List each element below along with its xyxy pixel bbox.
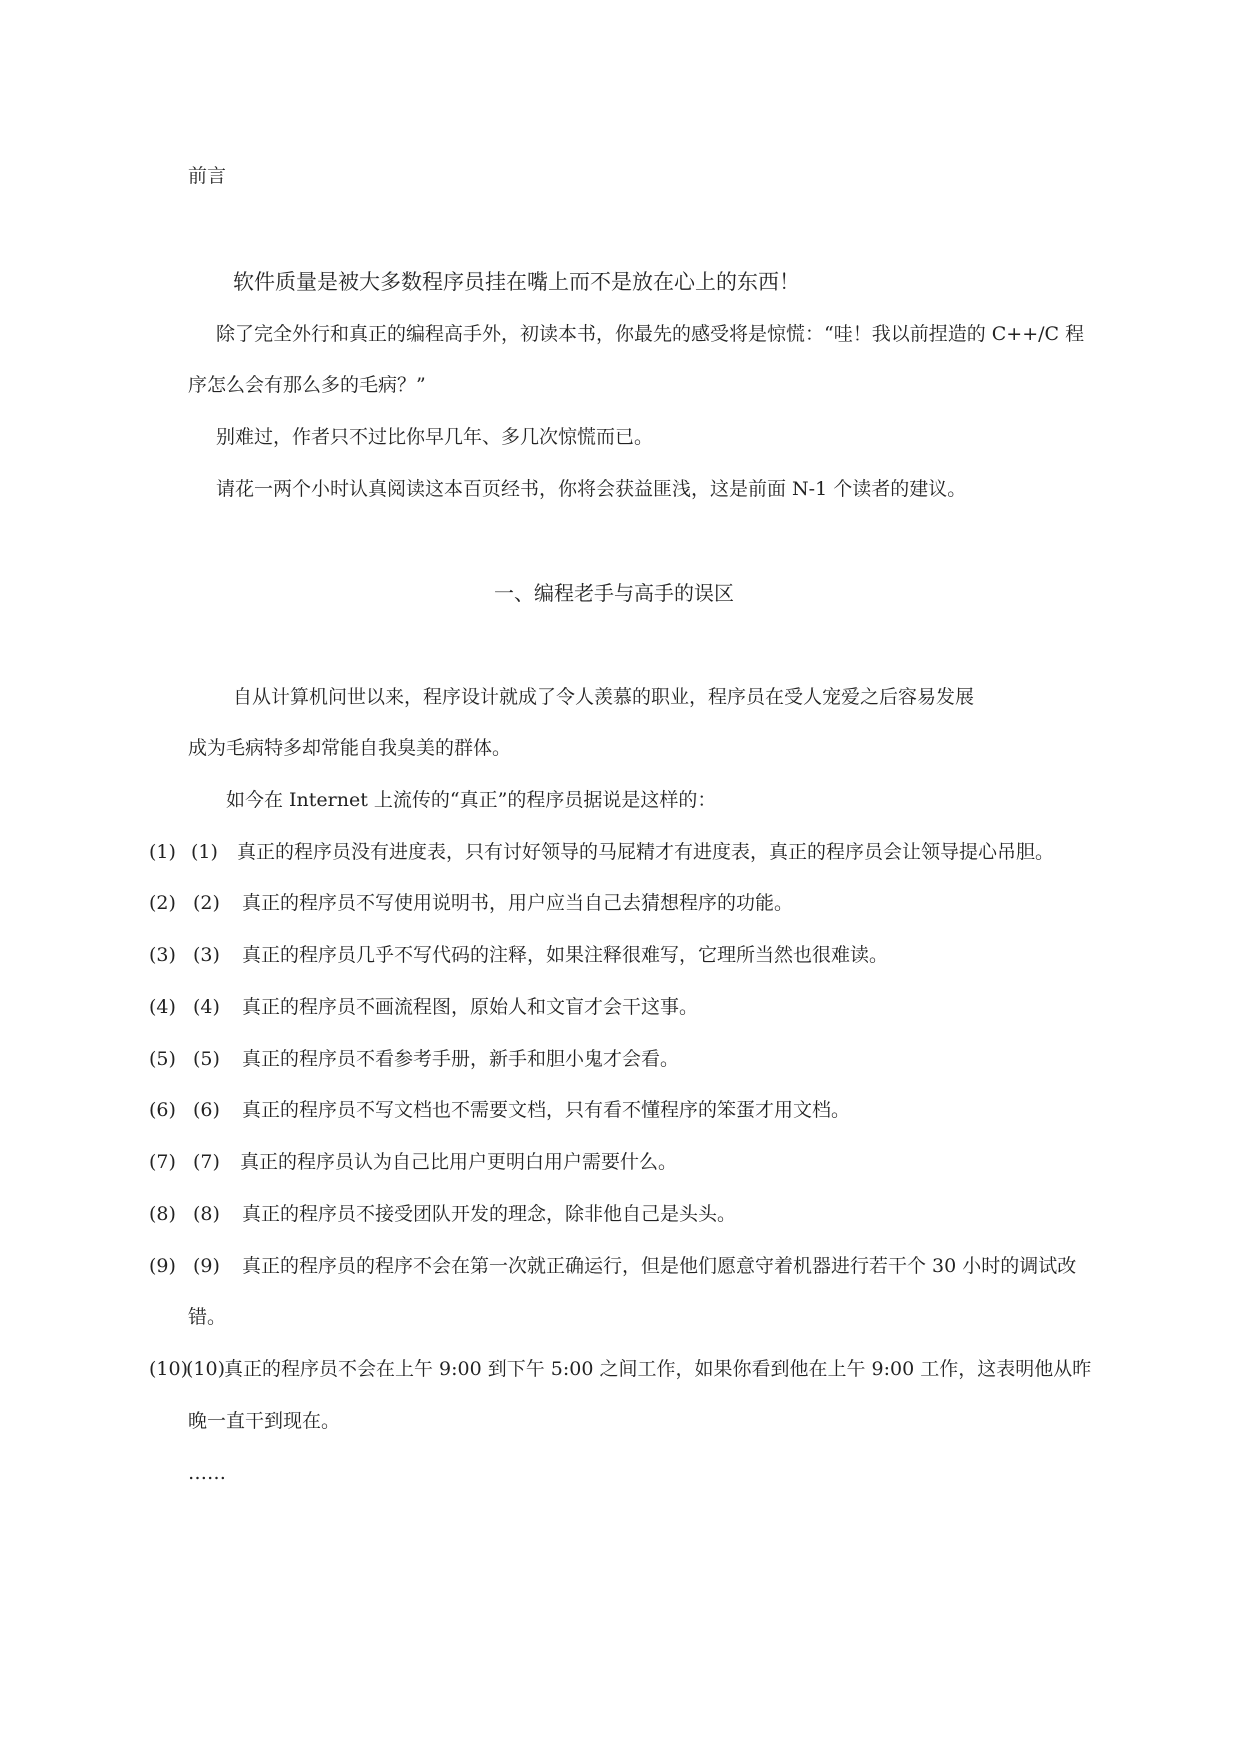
- item-outer-number: (6): [149, 1099, 176, 1121]
- para2: 别难过，作者只不过比你早几年、多几次惊慌而已。: [216, 426, 654, 448]
- item-inner-number: (2): [193, 892, 220, 914]
- item-text-continuation: 晚一直干到现在。: [188, 1410, 341, 1432]
- para1-line1: 除了完全外行和真正的编程高手外，初读本书，你最先的感受将是惊慌：“哇！我以前捏造的 C++/C 程: [216, 323, 1085, 345]
- item-inner-number: (10): [186, 1358, 226, 1380]
- item-text: 真正的程序员不画流程图，原始人和文盲才会干这事。: [242, 996, 699, 1018]
- item-text: 真正的程序员不写使用说明书，用户应当自己去猜想程序的功能。: [242, 892, 794, 914]
- item-text: 真正的程序员不看参考手册，新手和胆小鬼才会看。: [242, 1048, 680, 1070]
- item-outer-number: (9): [149, 1255, 176, 1277]
- item-outer-number: (3): [149, 944, 176, 966]
- item-inner-number: (3): [193, 944, 220, 966]
- item-outer-number: (8): [149, 1203, 176, 1225]
- item-inner-number: (7): [193, 1151, 220, 1173]
- item-text-continuation: 错。: [188, 1306, 227, 1328]
- item-text: 真正的程序员认为自己比用户更明白用户需要什么。: [240, 1151, 678, 1173]
- item-outer-number: (1): [149, 841, 176, 863]
- item-text: 真正的程序员不会在上午 9:00 到下午 5:00 之间工作，如果你看到他在上午 9:00 工作，这表明他从昨: [224, 1358, 1092, 1380]
- internet-line: 如今在 Internet 上流传的“真正”的程序员据说是这样的：: [226, 789, 717, 811]
- ellipsis: ……: [188, 1462, 226, 1484]
- para3: 请花一两个小时认真阅读这本百页经书，你将会获益匪浅，这是前面 N-1 个读者的建议。: [216, 478, 967, 500]
- item-text: 真正的程序员的程序不会在第一次就正确运行，但是他们愿意守着机器进行若干个 30 小时的调试改: [242, 1255, 1077, 1277]
- para1-line2: 序怎么会有那么多的毛病？”: [188, 374, 426, 396]
- item-inner-number: (6): [193, 1099, 220, 1121]
- item-inner-number: (4): [193, 996, 220, 1018]
- item-inner-number: (5): [193, 1048, 220, 1070]
- item-text: 真正的程序员不接受团队开发的理念，除非他自己是头头。: [242, 1203, 737, 1225]
- intro-line2: 成为毛病特多却常能自我臭美的群体。: [188, 737, 512, 759]
- item-text: 真正的程序员不写文档也不需要文档，只有看不懂程序的笨蛋才用文档。: [242, 1099, 851, 1121]
- item-inner-number: (8): [193, 1203, 220, 1225]
- item-text: 真正的程序员几乎不写代码的注释，如果注释很难写，它理所当然也很难读。: [242, 944, 889, 966]
- item-outer-number: (10): [149, 1358, 189, 1380]
- item-inner-number: (9): [193, 1255, 220, 1277]
- section-title: 一、编程老手与高手的误区: [494, 581, 734, 605]
- item-inner-number: (1): [191, 841, 218, 863]
- item-outer-number: (2): [149, 892, 176, 914]
- intro-line1: 自从计算机问世以来，程序设计就成了令人羡慕的职业，程序员在受人宠爱之后容易发展: [233, 686, 975, 708]
- preface-title: 前言: [188, 165, 227, 187]
- item-outer-number: (7): [149, 1151, 176, 1173]
- item-text: 真正的程序员没有进度表，只有讨好领导的马屁精才有进度表，真正的程序员会让领导提心吊胆。: [237, 841, 1055, 863]
- lead-sentence: 软件质量是被大多数程序员挂在嘴上而不是放在心上的东西！: [233, 270, 800, 294]
- item-outer-number: (5): [149, 1048, 176, 1070]
- item-outer-number: (4): [149, 996, 176, 1018]
